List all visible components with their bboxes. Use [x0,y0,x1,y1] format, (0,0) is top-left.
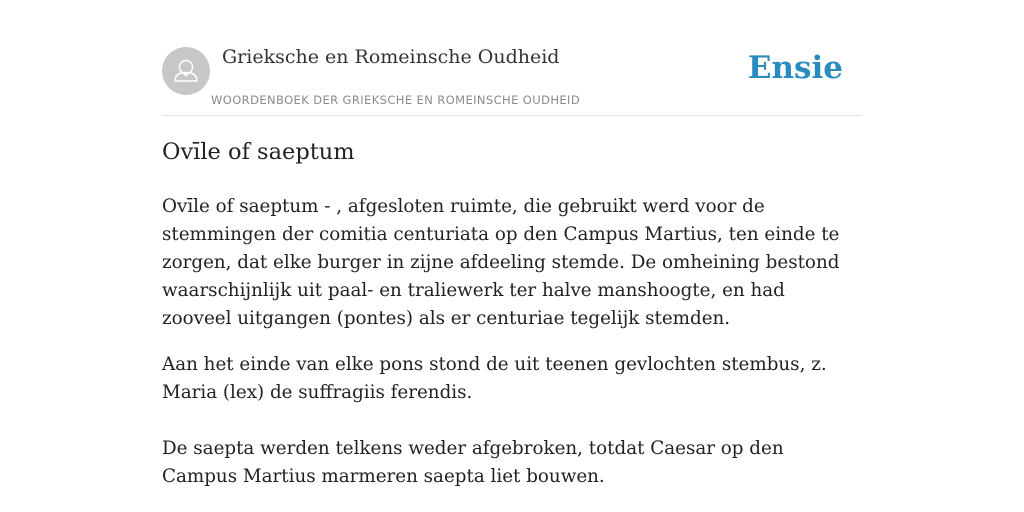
definition-paragraph: Ovīle of saeptum - , afgesloten ruimte, die gebruikt werd voor de stemmingen der comitia centuriata op den Campus Martius, ten einde te zorgen, dat elke burger in zijne afdeeling stemde. De omheining bestond waarschijnlijk uit paal- en traliewerk ter halve manshoogte, en had zooveel uitgangen (pontes) als er centuriae tegelijk stemden. [162,196,840,329]
definition-paragraph: Aan het einde van elke pons stond de uit teenen gevlochten stembus, z. Maria (lex) de suffragiis ferendis. [162,354,827,403]
source-avatar[interactable] [162,47,210,95]
definition-paragraph: De saepta werden telkens weder afgebroken, totdat Caesar op den Campus Martius marmeren saepta liet bouwen. [162,438,784,487]
user-icon [162,47,210,95]
source-subtitle: WOORDENBOEK DER GRIEKSCHE EN ROMEINSCHE OUDHEID [211,93,581,107]
entry-definition [162,193,852,491]
entry-term: Ovīle of saeptum [162,139,355,165]
source-title[interactable]: Grieksche en Romeinsche Oudheid [222,46,560,68]
brand-logo[interactable]: Ensie [747,50,843,86]
header-divider [162,115,862,116]
